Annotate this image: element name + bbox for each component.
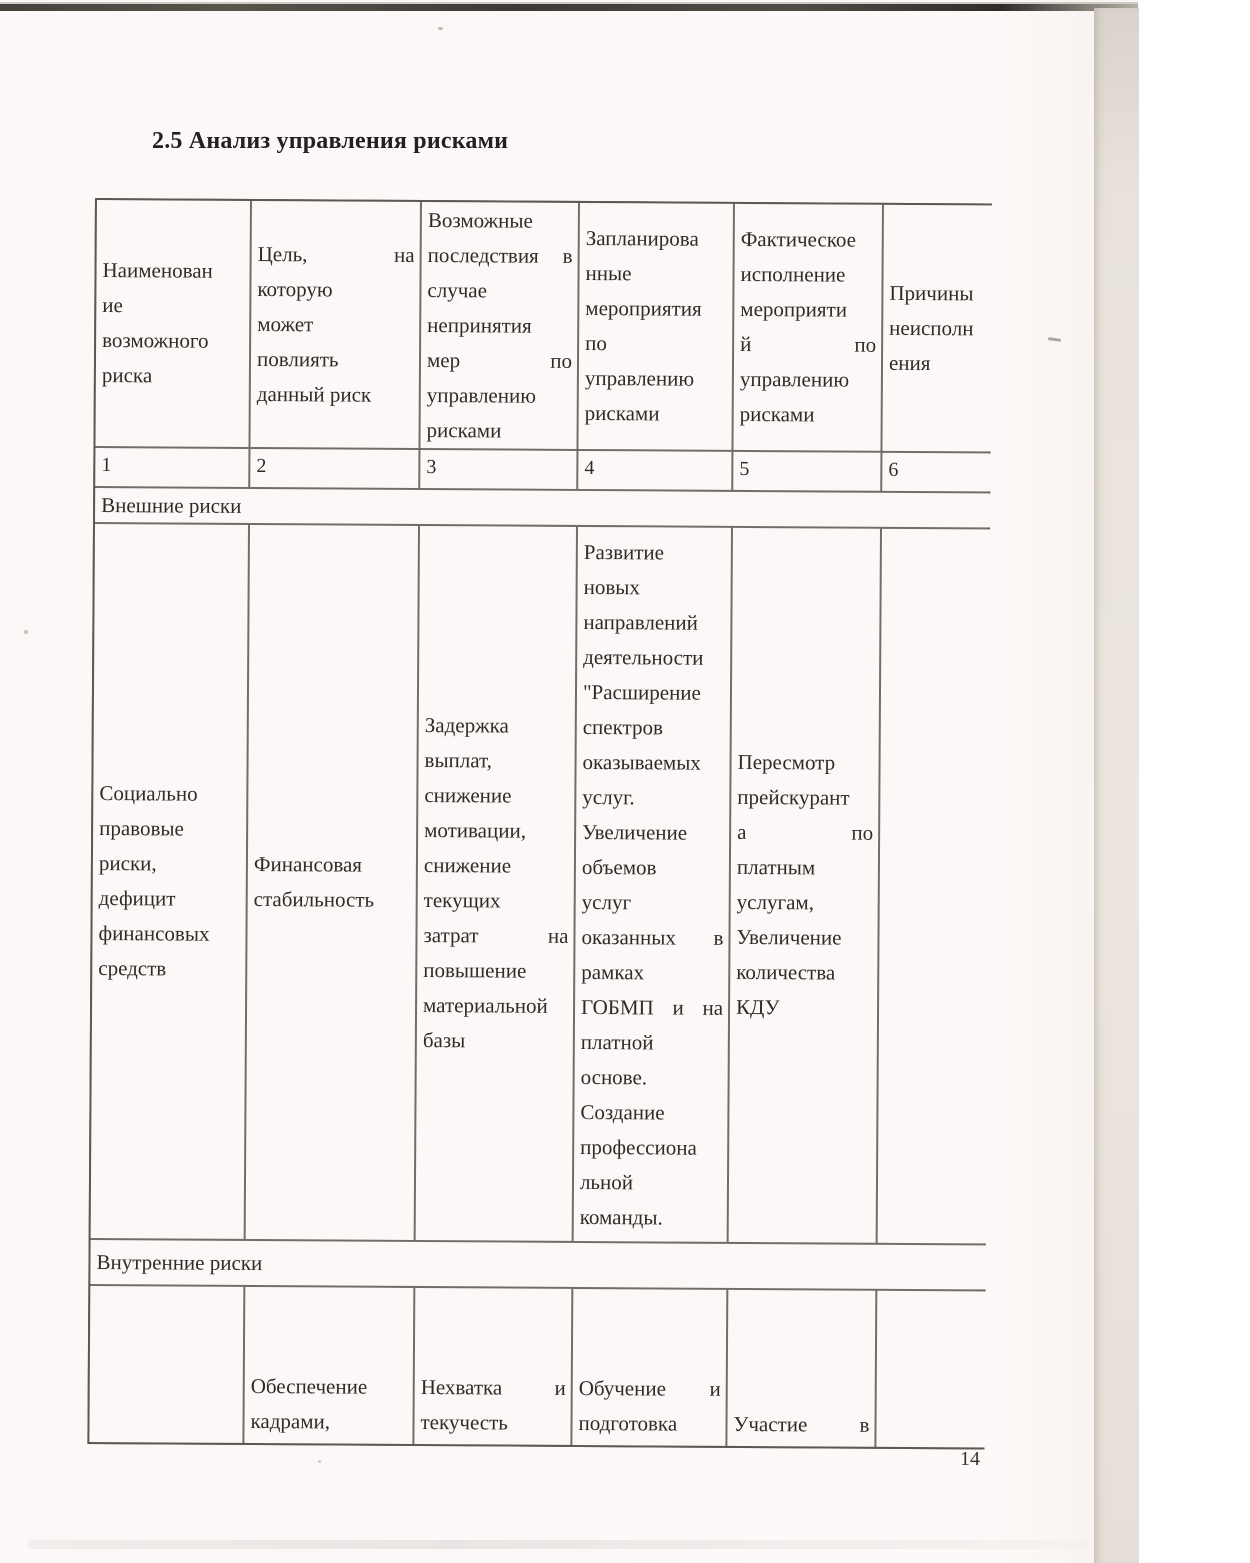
cell-planned-2 (572, 1289, 726, 1446)
cell-text-line: Задержка (424, 713, 509, 738)
column-number-cell: 1 (95, 448, 248, 487)
cell-text-line: финансовых (98, 921, 210, 946)
column-number-cell: 3 (420, 450, 576, 489)
cell-text-line: повышение (423, 958, 527, 983)
cell-text-line: услуг. (582, 784, 635, 810)
cell-consequences-1 (416, 526, 576, 1241)
cell-text-line: ения (888, 350, 931, 375)
cell-text-line: Пересмотр (737, 749, 836, 775)
cell-text-line: Обеспечение (250, 1373, 368, 1399)
cell-text-line: оказываемых (582, 749, 701, 775)
column-number-cell: 4 (578, 451, 731, 490)
section-row-internal-risks: Внутренние риски (90, 1240, 993, 1290)
cell-text-line: команды. (579, 1204, 663, 1230)
cell-text-line: управлению (739, 366, 850, 392)
scan-top-edge-artifact (0, 4, 1138, 11)
cell-text-line: профессиона (580, 1134, 697, 1160)
cell-text-line: Социально (99, 781, 198, 806)
cell-text-line: мер по (426, 347, 573, 373)
cell-text-line: возможного (102, 328, 209, 353)
cell-consequences-2 (414, 1288, 571, 1445)
page-number: 14 (960, 1448, 980, 1470)
risk-table (87, 198, 992, 1449)
header-cell-planned-measures (578, 203, 732, 450)
section-title: 2.5 Анализ управления рисками (152, 128, 509, 154)
cell-text-line: Фактическое (740, 226, 857, 252)
cell-goal-1 (246, 525, 418, 1240)
cell-text-line: подготовка (578, 1410, 678, 1436)
cell-text-line: Увеличение (736, 924, 842, 950)
scan-speck-artifact (438, 27, 443, 30)
scan-right-margin (1139, 0, 1250, 1563)
cell-text-line: управлению (426, 382, 537, 408)
cell-text-line: данный риск (256, 381, 372, 407)
cell-text-line: платным (736, 854, 816, 880)
cell-text-line: Обучение и (578, 1375, 721, 1401)
cell-text-line: текущих (423, 888, 501, 913)
cell-text-line: мотивации, (424, 818, 527, 843)
cell-text-line: Создание (580, 1099, 665, 1125)
cell-text-line: ие (102, 293, 123, 318)
cell-text-line: средств (98, 956, 167, 981)
cell-actual-1 (729, 528, 880, 1243)
cell-text-line: может (257, 311, 314, 336)
cell-text-line: риска (101, 363, 153, 388)
cell-text-line: дефицит (98, 886, 176, 911)
cell-text-line: мероприятия (585, 295, 702, 321)
cell-text-line: ГОБМП и на (580, 994, 724, 1020)
cell-text-line: затрат на (423, 923, 569, 948)
cell-text-line: Участие в (733, 1411, 870, 1437)
header-cell-actual-execution (733, 204, 881, 451)
section-row-external-risks: Внешние риски (95, 488, 998, 528)
cell-text-line: объемов (581, 854, 657, 880)
cell-text-line: направлений (583, 609, 698, 635)
cell-text-line: основе. (580, 1064, 648, 1090)
cell-text-line: рисками (426, 417, 502, 442)
cell-goal-2 (244, 1287, 413, 1444)
cell-text-line: текучесть (420, 1410, 508, 1435)
cell-text-line: услуг (581, 889, 632, 915)
cell-text-line: случае (427, 277, 488, 302)
cell-text-line: Цель, на (257, 241, 415, 267)
cell-text-line: Возможные (427, 207, 533, 233)
header-cell-goal (250, 201, 419, 448)
cell-risk-name-2 (89, 1286, 243, 1443)
cell-text-line: мероприяти (740, 296, 848, 322)
cell-text-line: стабильность (253, 886, 375, 912)
cell-text-line: базы (422, 1028, 466, 1053)
cell-text-line: рисками (584, 400, 660, 426)
cell-text-line: спектров (582, 714, 664, 740)
cell-text-line: правовые (99, 816, 184, 841)
cell-text-line: Причины (889, 280, 974, 305)
cell-text-line: платной (580, 1029, 654, 1055)
cell-text-line: Нехватка и (420, 1375, 566, 1400)
cell-text-line: материальной (423, 993, 548, 1018)
header-cell-consequences (420, 202, 577, 449)
cell-text-line: которую (257, 276, 333, 301)
cell-text-line: Развитие (583, 539, 665, 565)
cell-risk-name-1 (91, 524, 248, 1239)
cell-text-line: Увеличение (582, 819, 688, 845)
cell-reasons-2 (876, 1291, 993, 1448)
header-cell-risk-name (95, 200, 249, 447)
cell-text-line: Финансовая (253, 851, 363, 877)
cell-text-line: риски, (98, 851, 157, 876)
cell-text-line: неисполн (889, 315, 974, 340)
scan-right-strip-artifact (1094, 8, 1139, 1563)
cell-text-line: по (585, 330, 607, 356)
cell-text-line: управлению (584, 365, 695, 391)
cell-text-line: повлиять (256, 346, 339, 371)
cell-text-line: кадрами, (250, 1408, 331, 1434)
scan-speck-artifact (1048, 337, 1061, 342)
scan-speck-artifact (318, 1460, 321, 1463)
cell-reasons-1 (878, 529, 998, 1244)
header-cell-nonexecution-reasons (882, 205, 1000, 452)
cell-text-line: последствия в (427, 242, 573, 268)
cell-text-line: нные (585, 260, 632, 286)
scan-bottom-smudge-artifact (28, 1540, 1090, 1549)
cell-planned-1 (574, 527, 731, 1242)
column-number-cell: 2 (250, 449, 418, 488)
cell-text-line: деятельности (583, 644, 704, 670)
cell-text-line: прейскурант (737, 784, 850, 810)
cell-text-line: количества (736, 959, 836, 985)
cell-text-line: Наименован (102, 258, 213, 283)
cell-text-line: непринятия (427, 312, 532, 338)
cell-text-line: льной (579, 1169, 634, 1195)
cell-text-line: оказанных в (581, 924, 724, 950)
cell-text-line: "Расширение (582, 679, 701, 705)
cell-text-line: КДУ (735, 994, 780, 1020)
cell-text-line: а по (737, 819, 874, 845)
cell-text-line: рамках (581, 959, 645, 985)
cell-text-line: выплат, (424, 748, 493, 773)
scan-speck-artifact (24, 630, 28, 634)
column-number-cell: 5 (733, 452, 880, 491)
cell-text-line: новых (583, 574, 640, 600)
cell-text-line: й по (740, 331, 877, 357)
column-number-cell: 6 (882, 453, 998, 492)
cell-text-line: снижение (423, 853, 512, 878)
cell-text-line: исполнение (740, 261, 846, 287)
cell-text-line: услугам, (736, 889, 815, 915)
cell-actual-2 (727, 1290, 875, 1447)
cell-text-line: Запланирова (585, 225, 699, 251)
cell-text-line: рисками (739, 401, 815, 427)
cell-text-line: снижение (424, 783, 512, 808)
